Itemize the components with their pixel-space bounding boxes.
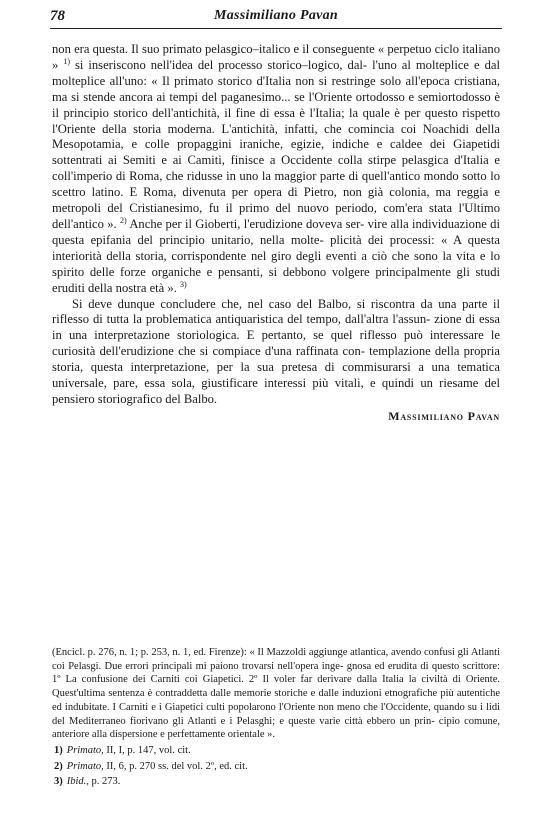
- author-signature: Massimiliano Pavan: [388, 409, 500, 423]
- footnote-text: II, I, p. 147, vol. cit.: [103, 744, 191, 756]
- footnote-2: [52, 760, 500, 774]
- footnote-text: II, 6, p. 270 ss. del vol. 2º, ed. cit.: [103, 760, 248, 772]
- footnote-source: Primato,: [66, 760, 104, 772]
- footnote-number: 2): [54, 760, 63, 772]
- paragraph-1-part-a: non era questa. Il suo primato pelasgico–italico e il conseguente « perpetuo ciclo italiano »: [52, 42, 500, 72]
- footnote-number: 3): [54, 776, 63, 788]
- footnote-number: 1): [54, 744, 63, 756]
- footnote-source: Primato,: [66, 744, 104, 756]
- footnote-source: Ibid.,: [66, 776, 89, 788]
- paragraph-2: Si deve dunque concludere che, nel caso del Balbo, si riscontra da una parte il riflesso di tutta la problematica antiquaristica del tempo, dall'altra l'assun- zione di essa in una interpretazione storiologica. E pertanto, se quel riflesso può interessare le curiosità dell'erudizione che si compiace d'una raffinata con- templazione della propria storia, questa interpretazione, per la sua pretesa di commisurarsi a una tematica universale, pare, essa sola, giustificare interessi più vitali, e quindi un riesame del pensiero storiografico del Balbo.: [52, 296, 500, 406]
- footnote-ref-1: 1): [63, 56, 70, 66]
- paragraph-1-part-c: Anche per il Gioberti, l'erudizione doveva ser- vire alla individuazione di questa epifania del principio unitario, nella molte- plicità dei processi: « A questa interiorità della storia, corrispondente nel giro degli eventi a ciò che sono la vita e lo spirito delle forze organiche e pensanti, si debbono volgere principalmente gli studi eruditi della nostra età ».: [52, 216, 500, 295]
- page-number: 78: [50, 8, 65, 24]
- footnote-1: [52, 744, 500, 758]
- page-header: [50, 6, 502, 29]
- footnote-3: [52, 775, 500, 789]
- paragraph-1: [52, 42, 500, 297]
- footnote-ref-3: 3): [180, 279, 187, 289]
- footnote-continuation: (Encicl. p. 276, n. 1; p. 253, n. 1, ed. Firenze): « Il Mazzoldi aggiunge atlantica, avendo confusi gli Atlanti coi Pelasgi. Due errori principali mi paiono trovarsi nell'opera inge- gnosa ed erudita di questo scrittore: 1º La confusione dei Carniti coi Giapetici. 2º Il voler far derivare dalla Italia la civiltà di Oriente. Quest'ultima sentenza è contraddetta dalle memorie storiche e dalle induzioni etnografiche più autentiche ed indubitate. I Carniti e i Giapetici culti popolarono l'Oriente non meno che l'Occidente, quando su i lidi del Mediterraneo fiorivano gli Atlanti e i Pelasghi; e queste varie città ebbero un prin- cipio comune, anteriore alla dispersione e perfettamente orientale ».: [52, 647, 500, 741]
- footnote-ref-2: 2): [120, 215, 127, 225]
- running-head: Massimiliano Pavan: [213, 8, 339, 23]
- body-text: [52, 42, 500, 408]
- footnote-text: p. 273.: [88, 776, 121, 788]
- paragraph-1-part-b: si inseriscono nell'idea del processo storico–logico, dal- l'uno al molteplice e dal molteplice all'uno: « Il primato storico d'Italia non si restringe solo all'epoca cristiana, ma si stende ancora ai tempi del paganesimo... se l'Oriente ortodosso e semiortodosso è il principio storico dell'antichità, il fine di essa è l'Italia; la quale è per questo rispetto l'Oriente della storia moderna. L'antichità, infatti, che comincia coi Noachidi della Mesopotamia, e colle propaggini iraniche, egizie, indiche e caldee dei Giapetidi sottentrati ai Semiti e ai Camiti, finisce a Occidente colla stirpe pelasgica d'Italia e coll'imperio di Roma, che ridusse in uno la maggior parte di quell'antico mondo sotto lo scettro latino. E Roma, divenuta per opera di Pietro, non già colonia, ma reggia e metropoli del Cristianesimo, fu il primo del nuovo periodo, com'era stata l'Ultimo dell'antico ».: [52, 57, 501, 231]
- footnotes: [52, 646, 500, 789]
